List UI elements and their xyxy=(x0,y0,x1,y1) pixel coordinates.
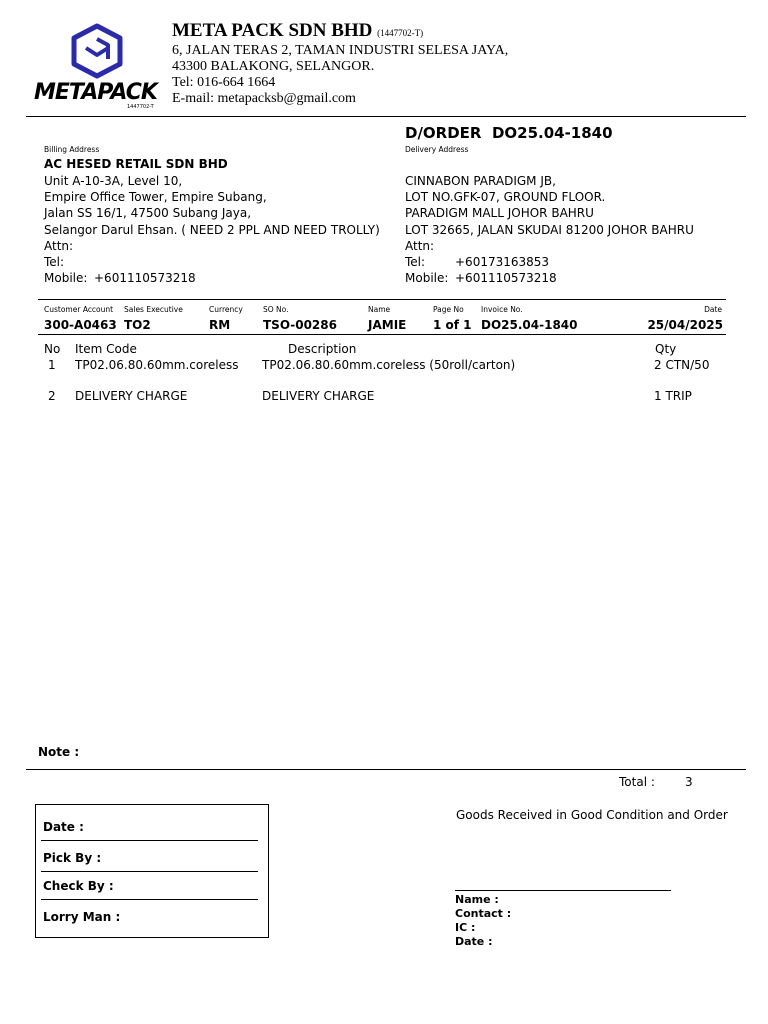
box-divider-2 xyxy=(41,871,258,872)
dispatch-box xyxy=(35,804,269,938)
col-header-qty: Qty xyxy=(655,342,677,356)
row-qty: 2 CTN/50 xyxy=(654,358,710,372)
company-tel: Tel: 016-664 1664 xyxy=(172,75,276,90)
delivery-line-3: PARADIGM MALL JOHOR BAHRU xyxy=(405,206,594,220)
note-label: Note : xyxy=(38,745,80,759)
so-number: TSO-00286 xyxy=(263,318,337,332)
col-header-item-code: Item Code xyxy=(75,342,137,356)
name-label: Name xyxy=(368,305,391,314)
logo-reg: 1447702-T xyxy=(127,104,154,110)
billing-label: Billing Address xyxy=(44,145,100,154)
doc-title: D/ORDER DO25.04-1840 xyxy=(405,124,613,142)
company-logo xyxy=(34,22,164,112)
delivery-attn: Attn: xyxy=(405,239,435,253)
delivery-mobile-label: Mobile: xyxy=(405,271,449,285)
currency: RM xyxy=(209,318,231,332)
page-label: Page No xyxy=(433,305,464,314)
footer-divider xyxy=(26,769,746,770)
billing-tel: Tel: xyxy=(44,255,65,269)
billing-name: AC HESED RETAIL SDN BHD xyxy=(44,157,228,171)
delivery-line-4: LOT 32665, JALAN SKUDAI 81200 JOHOR BAHRU xyxy=(405,223,694,237)
box-divider-1 xyxy=(41,840,258,841)
company-email: E-mail: metapacksb@gmail.com xyxy=(172,91,356,106)
currency-label: Currency xyxy=(209,305,243,314)
row-no: 1 xyxy=(48,358,56,372)
delivery-line-1: CINNABON PARADIGM JB, xyxy=(405,174,556,188)
received-text: Goods Received in Good Condition and Order xyxy=(456,808,728,822)
delivery-tel-label: Tel: xyxy=(405,255,426,269)
billing-mobile-label: Mobile: xyxy=(44,271,88,285)
info-bottom-divider xyxy=(38,334,726,335)
name-value: JAMIE xyxy=(368,318,407,332)
sign-date: Date : xyxy=(455,935,493,948)
row-qty: 1 TRIP xyxy=(654,389,692,403)
billing-line-4: Selangor Darul Ehsan. ( NEED 2 PPL AND NEED TROLLY) xyxy=(44,223,380,237)
delivery-tel: +60173163853 xyxy=(455,255,550,269)
delivery-label: Delivery Address xyxy=(405,145,469,154)
box-check-by: Check By : xyxy=(43,879,114,893)
billing-line-2: Empire Office Tower, Empire Subang, xyxy=(44,190,267,204)
sign-contact: Contact : xyxy=(455,907,512,920)
row-item-code: TP02.06.80.60mm.coreless xyxy=(75,358,239,372)
box-date: Date : xyxy=(43,820,84,834)
row-no: 2 xyxy=(48,389,56,403)
date-value: 25/04/2025 xyxy=(647,318,723,332)
delivery-mobile: +601110573218 xyxy=(455,271,557,285)
row-description: DELIVERY CHARGE xyxy=(262,389,375,403)
billing-attn: Attn: xyxy=(44,239,74,253)
sales-exec-label: Sales Executive xyxy=(124,305,183,314)
row-item-code: DELIVERY CHARGE xyxy=(75,389,188,403)
company-address-2: 43300 BALAKONG, SELANGOR. xyxy=(172,59,375,74)
invoice-number: DO25.04-1840 xyxy=(481,318,578,332)
so-label: SO No. xyxy=(263,305,289,314)
total-label: Total : xyxy=(619,775,655,789)
doc-number: DO25.04-1840 xyxy=(491,124,613,142)
sales-exec: TO2 xyxy=(124,318,151,332)
delivery-line-2: LOT NO.GFK-07, GROUND FLOOR. xyxy=(405,190,606,204)
sign-ic: IC : xyxy=(455,921,476,934)
box-lorry-man: Lorry Man : xyxy=(43,910,121,924)
logo-wordmark: METAPACK xyxy=(34,80,157,105)
col-header-description: Description xyxy=(288,342,357,356)
box-pick-by: Pick By : xyxy=(43,851,102,865)
header-divider xyxy=(26,116,746,117)
invoice-label: Invoice No. xyxy=(481,305,523,314)
total-value: 3 xyxy=(685,775,693,789)
company-address-1: 6, JALAN TERAS 2, TAMAN INDUSTRI SELESA JAYA, xyxy=(172,43,509,58)
row-description: TP02.06.80.60mm.coreless (50roll/carton) xyxy=(262,358,516,372)
box-divider-3 xyxy=(41,899,258,900)
date-label: Date xyxy=(704,305,722,314)
billing-line-3: Jalan SS 16/1, 47500 Subang Jaya, xyxy=(44,206,252,220)
info-top-divider xyxy=(38,299,726,300)
company-name: META PACK SDN BHD (1447702-T) xyxy=(172,20,424,41)
page-value: 1 of 1 xyxy=(433,318,472,332)
company-reg-no: (1447702-T) xyxy=(377,28,424,38)
col-header-no: No xyxy=(44,342,61,356)
sign-name: Name : xyxy=(455,893,499,906)
billing-mobile: +601110573218 xyxy=(94,271,196,285)
signature-line xyxy=(455,890,671,891)
billing-line-1: Unit A-10-3A, Level 10, xyxy=(44,174,183,188)
customer-account-label: Customer Account xyxy=(44,305,114,314)
customer-account: 300-A0463 xyxy=(44,318,117,332)
